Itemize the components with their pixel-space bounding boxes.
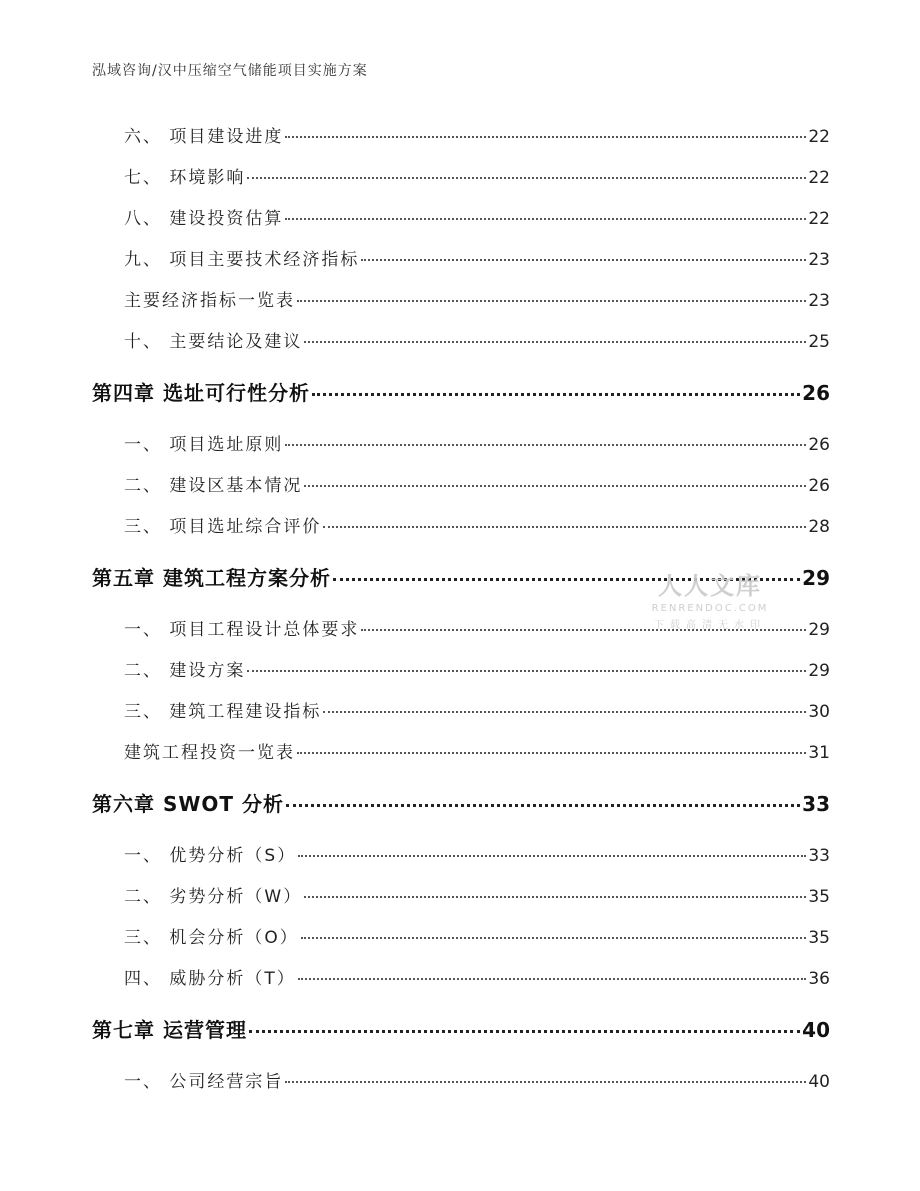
toc-entry-label: 一、 项目工程设计总体要求 [124, 620, 360, 640]
toc-entry-page: 23 [808, 250, 830, 270]
toc-entry-page: 25 [808, 332, 830, 352]
toc-entry-label: 七、 环境影响 [124, 168, 246, 188]
toc-entry-page: 33 [808, 846, 830, 866]
dot-leader [249, 1030, 800, 1033]
toc-entry-page: 22 [808, 168, 830, 188]
toc-entry-page: 22 [808, 127, 830, 147]
toc-entry[interactable] [92, 430, 830, 455]
toc-entry-label: 二、 建设区基本情况 [124, 476, 303, 496]
watermark-url: RENRENDOC.COM [651, 603, 769, 614]
toc-chapter[interactable] [92, 1014, 830, 1043]
toc-entry[interactable] [92, 245, 830, 270]
dot-leader [304, 485, 806, 487]
toc-entry-label: 九、 项目主要技术经济指标 [124, 250, 360, 270]
toc-entry-label: 建筑工程投资一览表 [124, 743, 295, 763]
toc-chapter-label: 第七章 运营管理 [92, 1018, 247, 1042]
toc-entry[interactable] [92, 841, 830, 866]
toc-entry-page: 36 [808, 969, 830, 989]
dot-leader [304, 896, 806, 898]
toc-entry-page: 35 [808, 887, 830, 907]
dot-leader [361, 259, 806, 261]
toc-chapter[interactable] [92, 788, 830, 817]
toc-chapter[interactable] [92, 377, 830, 406]
toc-entry-label: 三、 建筑工程建设指标 [124, 702, 322, 722]
toc-entry-page: 40 [808, 1072, 830, 1092]
toc-entry-page: 29 [808, 661, 830, 681]
toc-entry-page: 29 [808, 620, 830, 640]
toc-entry[interactable] [92, 656, 830, 681]
toc-chapter-page: 40 [802, 1018, 830, 1042]
dot-leader [285, 136, 806, 138]
toc-entry-page: 22 [808, 209, 830, 229]
watermark [648, 566, 772, 631]
toc-entry-label: 主要经济指标一览表 [124, 291, 295, 311]
toc-chapter-page: 33 [802, 792, 830, 816]
toc-entry-label: 一、 公司经营宗旨 [124, 1072, 284, 1092]
toc-entry-label: 六、 项目建设进度 [124, 127, 284, 147]
toc-entry[interactable] [92, 512, 830, 537]
dot-leader [247, 177, 806, 179]
dot-leader [298, 978, 807, 980]
toc-entry[interactable] [92, 286, 830, 311]
toc-entry-label: 四、 威胁分析（T） [124, 969, 296, 989]
toc-entry[interactable] [92, 122, 830, 147]
toc-chapter-page: 26 [802, 381, 830, 405]
dot-leader [323, 526, 806, 528]
toc-entry[interactable] [92, 1067, 830, 1092]
toc-entry-label: 三、 项目选址综合评价 [124, 517, 322, 537]
dot-leader [297, 300, 806, 302]
toc-chapter-label: 第六章 SWOT 分析 [92, 792, 285, 816]
toc-entry[interactable] [92, 882, 830, 907]
dot-leader [312, 393, 800, 396]
dot-leader [304, 341, 806, 343]
toc-entry-label: 十、 主要结论及建议 [124, 332, 303, 352]
toc-entry[interactable] [92, 923, 830, 948]
toc-entry-page: 31 [808, 743, 830, 763]
toc-entry-page: 23 [808, 291, 830, 311]
toc-entry[interactable] [92, 204, 830, 229]
toc-entry-label: 二、 劣势分析（W） [124, 887, 303, 907]
toc-entry-page: 35 [808, 928, 830, 948]
watermark-tagline: 下载高清无水印 [654, 620, 766, 631]
dot-leader [247, 670, 806, 672]
page-header: 泓域咨询/汉中压缩空气储能项目实施方案 [92, 63, 368, 79]
toc-entry[interactable] [92, 964, 830, 989]
toc-entry[interactable] [92, 471, 830, 496]
dot-leader [285, 1081, 806, 1083]
dot-leader [286, 804, 800, 807]
dot-leader [298, 855, 806, 857]
toc-entry-page: 26 [808, 435, 830, 455]
dot-leader [285, 444, 806, 446]
toc-entry-label: 八、 建设投资估算 [124, 209, 284, 229]
toc-entry-label: 三、 机会分析（O） [124, 928, 299, 948]
dot-leader [323, 711, 806, 713]
dot-leader [297, 752, 806, 754]
toc-entry-page: 26 [808, 476, 830, 496]
toc-entry[interactable] [92, 697, 830, 722]
toc-entry[interactable] [92, 738, 830, 763]
toc-entry[interactable] [92, 327, 830, 352]
toc-entry-page: 30 [808, 702, 830, 722]
toc-entry-label: 一、 优势分析（S） [124, 846, 297, 866]
toc-chapter-label: 第五章 建筑工程方案分析 [92, 566, 331, 590]
toc-entry-page: 28 [808, 517, 830, 537]
toc-entry-label: 二、 建设方案 [124, 661, 246, 681]
dot-leader [301, 937, 807, 939]
toc-chapter-page: 29 [802, 566, 830, 590]
watermark-title: 人人文库 [658, 572, 762, 600]
toc-chapter-label: 第四章 选址可行性分析 [92, 381, 310, 405]
toc-entry[interactable] [92, 163, 830, 188]
dot-leader [285, 218, 806, 220]
toc-entry-label: 一、 项目选址原则 [124, 435, 284, 455]
